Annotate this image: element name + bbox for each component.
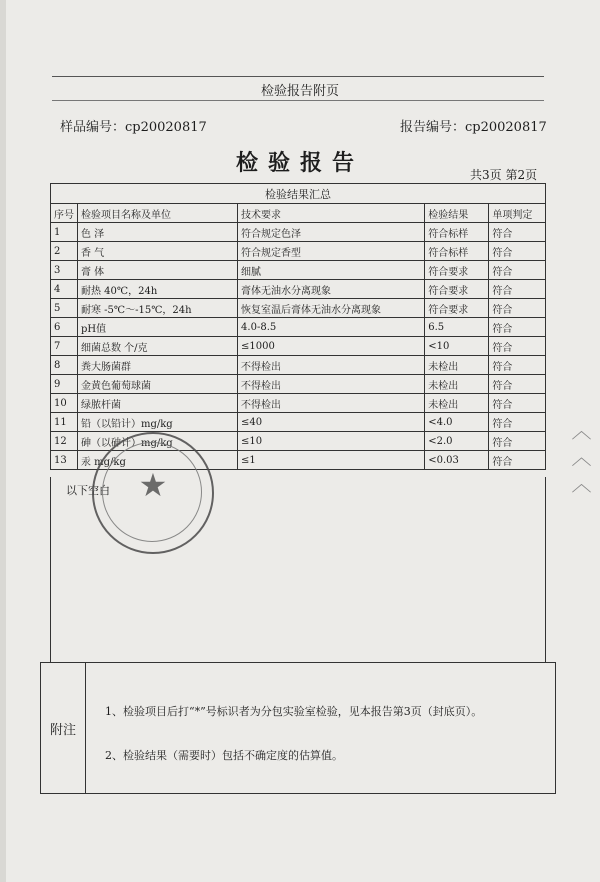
- cell-judgement: 符合: [489, 318, 546, 337]
- table-row: [51, 318, 546, 337]
- table-row: [51, 223, 546, 242]
- appendix-title: 检验报告附页: [260, 84, 339, 99]
- cell-requirement: ≤1000: [238, 337, 425, 356]
- cell-result: <2.0: [425, 432, 489, 451]
- cell-result: 符合要求: [425, 299, 489, 318]
- table-row: [51, 299, 546, 318]
- cell-result: <10: [425, 337, 489, 356]
- cell-item: 铅（以铅计）mg/kg: [78, 413, 238, 432]
- col-header-no: 序号: [51, 204, 78, 223]
- table-row: [51, 356, 546, 375]
- cell-item: 耐寒 -5℃～-15℃，24h: [78, 299, 238, 318]
- cell-no: 13: [51, 451, 78, 470]
- cell-item: 色 泽: [78, 223, 238, 242]
- table-row: [51, 394, 546, 413]
- cell-judgement: 符合: [489, 356, 546, 375]
- cell-item: 耐热 40℃，24h: [78, 280, 238, 299]
- cell-no: 6: [51, 318, 78, 337]
- col-header-item: 检验项目名称及单位: [78, 204, 238, 223]
- cell-judgement: 符合: [489, 261, 546, 280]
- cell-item: 粪大肠菌群: [78, 356, 238, 375]
- cell-requirement: ≤1: [238, 451, 425, 470]
- seal-star-icon: ★: [138, 466, 168, 504]
- results-table: [50, 183, 546, 470]
- cell-item: 汞 mg/kg: [78, 451, 238, 470]
- scan-fold-shadow: [0, 0, 6, 882]
- note-2: 2、检验结果（需要时）包括不确定度的估算值。: [105, 749, 343, 762]
- page-info: 共3页 第2页: [470, 168, 538, 182]
- cell-judgement: 符合: [489, 337, 546, 356]
- table-row: [51, 280, 546, 299]
- cell-no: 11: [51, 413, 78, 432]
- cell-no: 3: [51, 261, 78, 280]
- table-caption: 检验结果汇总: [51, 184, 546, 204]
- cell-no: 4: [51, 280, 78, 299]
- table-header-row: [51, 204, 546, 223]
- table-row: [51, 337, 546, 356]
- cell-result: 符合要求: [425, 280, 489, 299]
- cell-requirement: 不得检出: [238, 356, 425, 375]
- cell-judgement: 符合: [489, 413, 546, 432]
- cell-item: 绿脓杆菌: [78, 394, 238, 413]
- cell-requirement: 不得检出: [238, 394, 425, 413]
- cell-no: 1: [51, 223, 78, 242]
- note-1: 1、检验项目后打“*”号标识者为分包实验室检验，见本报告第3页（封底页）。: [105, 705, 483, 718]
- col-header-judgement: 单项判定: [489, 204, 546, 223]
- main-title: 检验报告: [235, 150, 364, 176]
- official-seal: [92, 432, 214, 554]
- cell-item: 香 气: [78, 242, 238, 261]
- cell-requirement: 细腻: [238, 261, 425, 280]
- cell-no: 10: [51, 394, 78, 413]
- cell-requirement: ≤40: [238, 413, 425, 432]
- report-number: 报告编号：cp20020817: [400, 120, 547, 135]
- blank-below-note: 以下空白: [66, 484, 110, 497]
- cell-no: 2: [51, 242, 78, 261]
- table-row: [51, 413, 546, 432]
- cell-requirement: 4.0-8.5: [238, 318, 425, 337]
- cell-judgement: 符合: [489, 242, 546, 261]
- cell-result: 未检出: [425, 394, 489, 413]
- cell-judgement: 符合: [489, 451, 546, 470]
- header-rule: [52, 100, 544, 101]
- cell-result: 符合要求: [425, 261, 489, 280]
- notes-label: 附注: [41, 663, 86, 793]
- cell-no: 7: [51, 337, 78, 356]
- cell-requirement: 符合规定色泽: [238, 223, 425, 242]
- cell-judgement: 符合: [489, 375, 546, 394]
- cell-requirement: ≤10: [238, 432, 425, 451]
- cell-result: <0.03: [425, 451, 489, 470]
- cell-result: 符合标样: [425, 223, 489, 242]
- table-row: [51, 242, 546, 261]
- cell-item: pH值: [78, 318, 238, 337]
- cell-item: 膏 体: [78, 261, 238, 280]
- col-header-result: 检验结果: [425, 204, 489, 223]
- cell-requirement: 恢复室温后膏体无油水分离现象: [238, 299, 425, 318]
- cell-result: 未检出: [425, 375, 489, 394]
- cell-judgement: 符合: [489, 394, 546, 413]
- cell-no: 12: [51, 432, 78, 451]
- col-header-requirement: 技术要求: [238, 204, 425, 223]
- cell-item: 细菌总数 个/克: [78, 337, 238, 356]
- margin-mark: 〈 〈 〈: [568, 420, 592, 493]
- cell-result: <4.0: [425, 413, 489, 432]
- cell-item: 砷（以砷计）mg/kg: [78, 432, 238, 451]
- top-rule: [52, 76, 544, 77]
- sample-number: 样品编号：cp20020817: [60, 120, 207, 135]
- cell-judgement: 符合: [489, 432, 546, 451]
- cell-requirement: 膏体无油水分离现象: [238, 280, 425, 299]
- cell-judgement: 符合: [489, 223, 546, 242]
- cell-judgement: 符合: [489, 280, 546, 299]
- cell-no: 5: [51, 299, 78, 318]
- cell-result: 符合标样: [425, 242, 489, 261]
- cell-requirement: 不得检出: [238, 375, 425, 394]
- cell-judgement: 符合: [489, 299, 546, 318]
- table-row: [51, 261, 546, 280]
- results-table-container: [50, 183, 546, 470]
- cell-result: 6.5: [425, 318, 489, 337]
- cell-item: 金黄色葡萄球菌: [78, 375, 238, 394]
- table-row: [51, 375, 546, 394]
- cell-requirement: 符合规定香型: [238, 242, 425, 261]
- cell-no: 8: [51, 356, 78, 375]
- cell-no: 9: [51, 375, 78, 394]
- cell-result: 未检出: [425, 356, 489, 375]
- notes-box: [40, 662, 556, 794]
